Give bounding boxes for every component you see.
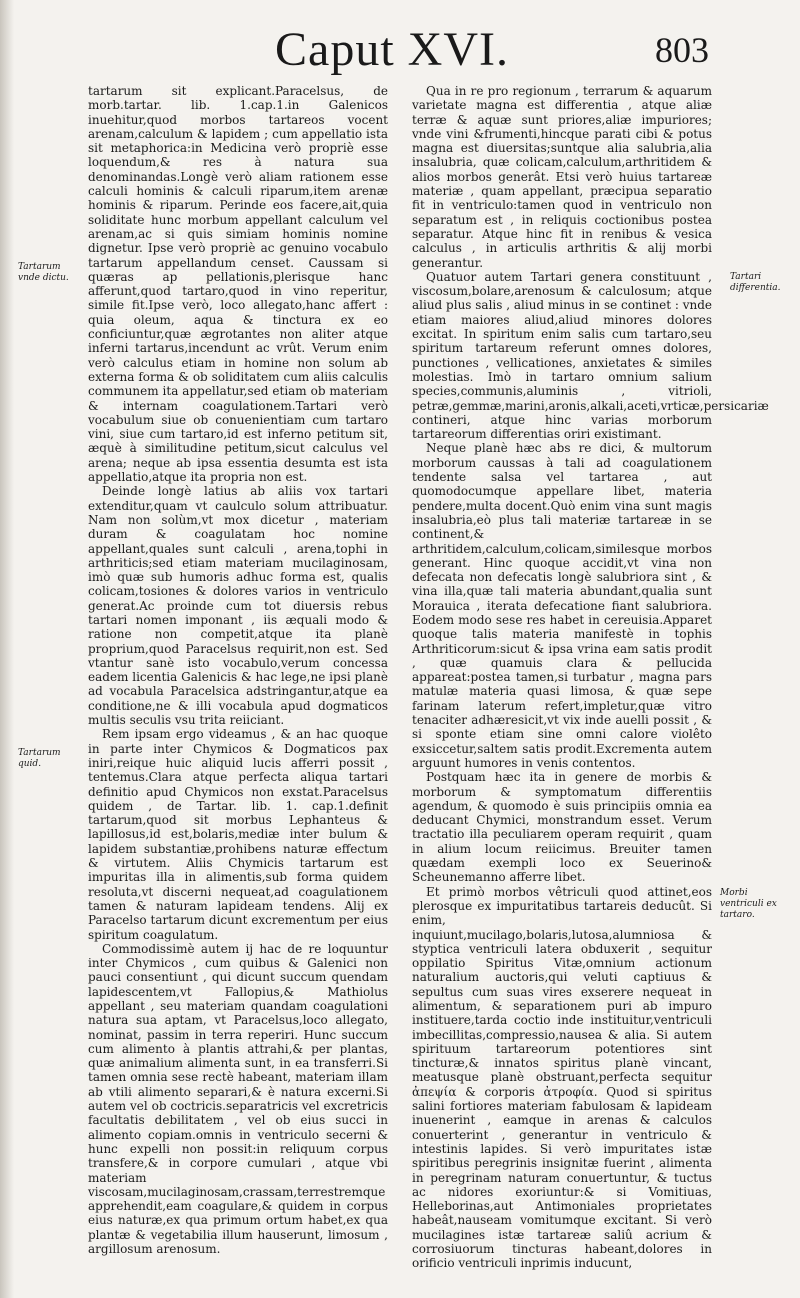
paragraph: Deinde longè latius ab aliis vox tartari extenditur,quam vt caulculo solum attribuatur. Nam non solùm,vt mox dicetur , materiam duram & coagulatam hoc nomine appellant,quales sunt calculi , arena,tophi in arthriticis;sed etiam materiam mucilaginosam, imò quæ sub humoris adhuc forma est, qualis colicam,tosiones & dolores varios in ventriculo generat.Ac proinde cum tot diuersis rebus tartari nomen imponant , iis æquali modo & ratione non competit,atque ita planè proprium,quod Paracelsus requirit,non est. Sed vtantur sanè isto vocabulo,verum concessa eadem licentia Galenicis & hac lege,ne ipsi planè ad vocabula Paracelsica adstringantur,atque ea conditione,ne & illi vocabula apud dogmaticos multis seculis vsu trita reiiciant. xyxy=(88,484,388,728)
page-number: 803 xyxy=(655,30,709,70)
margin-note-tartarum-quid: Tartarum quid. xyxy=(18,748,61,769)
paragraph: Rem ipsam ergo videamus , & an hac quoque in parte inter Chymicos & Dogmaticos pax iniri,reique huic aliquid lucis afferri possit , tentemus.Clara atque perfecta aliqua tartari definitio apud Chymicos non exstat.Paracelsus quidem , de Tartar. lib. 1. cap.1.definit tartarum,quod sit morbus Lephanteus & lapillosus,id est,bolaris,mediæ inter bulum & lapidem substantiæ,prohibens naturæ effectum & virtutem. Aliis Chymicis tartarum est impuritas illa in alimentis,sub forma quidem resoluta,vt discerni nequeat,ad coagulationem tamen & naturam lapideam tendens. Alij ex Paracelso tartarum dicunt excrementum per eius spiritum coagulatum. xyxy=(88,727,388,942)
paragraph: Et primò morbos vêtriculi quod attinet,eos plerosque ex impuritatibus tartareis deducût. Si enim, inquiunt,mucilago,bolaris,lutosa,alumniosa & styptica ventriculi latera obduxerit , sequitur oppilatio Spiritus Vitæ,omnium actionum naturalium auctoris,qui veluti captiuus & sepultus cum suas vires exserere nequeat in alimentum, & separationem puri ab impuro instituere,tarda coctio inde instituitur,ventriculi imbecillitas,compressio,nausea & alia. Si autem spirituum tartareorum potentiores sint tincturæ,& innatos spiritus planè vincant, meatusque planè obstruant,perfecta sequitur ἀπεψία & corporis ἀτροφία. Quod si spiritus salini fortiores materiam fabulosam & lapideam inuenerint , eamque in arenas & calculos conuerterint , generantur in ventriculo & intestinis lapides. Si verò impuritates istæ spiritibus peregrinis insignitæ fuerint , alimenta in peregrinam naturam conuertuntur, & tuctus ac nidores exoriuntur:& si Vomitiuas, Helleborinas,aut Antimoniales proprietates habeât,nauseam vomitumque excitant. Si verò mucilagines istæ tartareæ saliû acrium & corrosiuorum tincturas habeant,dolores in orificio ventriculi inprimis inducunt, xyxy=(412,884,712,1271)
paragraph: Commodissimè autem ij hac de re loquuntur inter Chymicos , cum quibus & Galenici non pauci consentiunt , qui dicunt succum quendam lapidescentem,vt Fallopius,& Mathiolus appellant , seu materiam quandam coagulationi natura sua aptam, vt Paracelsus,loco allegato, nominat, passim in terra reperiri. Hunc succum cum alimento à plantis attrahi,& per plantas, quæ animalium alimenta sunt, in ea transferri.Si tamen omnia sese rectè habeant, materiam illam ab vtili alimento separari,& è natura excerni.Si autem vel ob coctricis.separatricis vel excretricis facultatis debilitatem , vel ob eius succi in alimento copiam.omnis in ventriculo secerni & hunc expelli non possit:in reliquum corpus transfere,& in corpore cumulari , atque vbi materiam viscosam,mucilaginosam,crassam,terrestremque apprehendit,eam coagulare,& quidem in corpus eius naturæ,ex qua primum ortum habet,ex qua plantæ & vegetabilia illum hauserunt, limosum , argillosum arenosum. xyxy=(88,941,388,1257)
left-column xyxy=(88,84,388,1256)
margin-note-tartarum-unde: Tartarum vnde dictu. xyxy=(18,262,69,283)
paragraph: Quatuor autem Tartari genera constituunt , viscosum,bolare,arenosum & calculosum; atque aliud plus salis , aliud minus in se continet : vnde etiam maiores aliud,aliud minores dolores excitat. In spiritum enim salis cum tartaro,seu spiritum tartareum referunt omnes dolores, punctiones , vellicationes, anxietates & similes molestias. Imò in tartaro omnium salium species,communis,aluminis , vitrioli, petræ,gemmæ,marini,aronis,alkali,aceti,vrticæ,persicariæ contineri, atque hinc varias morborum tartareorum differentias oriri existimant. xyxy=(412,269,769,442)
paragraph: tartarum sit explicant.Paracelsus, de morb.tartar. lib. 1.cap.1.in Galenicos inuehitur,quod morbos tartareos vocent arenam,calculum & lapidem ; cum appellatio ista sit metaphorica:in Medicina verò propriè esse loquendum,& res à natura sua denominandas.Longè verò aliam rationem esse calculi hominis & calculi riparum,item arenæ hominis & riparum. Perinde eos facere,ait,quia soliditate hunc morbum appellant calculum vel arenam,ac si quis simiam hominis nomine dignetur. Ipse verò propriè ac genuino vocabulo tartarum appellandum censet. Caussam si quæras ap pellationis,plerisque hanc afferunt,quod tartaro,quod in vino reperitur, simile fit.Ipse verò, loco allegato,hanc affert : quia oleum, aqua & tinctura ex eo conficiuntur,quæ ægrotantes non aliter atque inferni tartarus,incendunt ac vrût. Verum enim verò calculus etiam in homine non solum ab externa forma & ob soliditatem cum aliis calculis communem ita appellatur,sed etiam ob materiam & internam coagulationem.Tartari verò vocabulum siue ob conuenientiam cum tartaro vini, siue cum tartaro,id est inferno petitum sit, æquè à similitudine petitum,sicut calculus vel arena; neque ab ipsa essentia desumta est ista appellatio,atque ita propria non est. xyxy=(88,84,388,485)
page-header xyxy=(0,20,800,80)
page-edge-shadow xyxy=(0,0,14,1298)
paragraph: Neque planè hæc abs re dici, & multorum morborum caussas à tali ad coagulationem tendente salsa vel tartarea , aut quomodocumque appellare libet, materia pendere,multa docent.Quò enim vina sunt magis insalubria,eò plus tali materiæ tartareæ in se continent,& arthritidem,calculum,colicam,similesque morbos generant. Hinc quoque accidit,vt vina non defecata non defecatis longè salubriora sint , & vina illa,quæ tali materia abundant,qualia sunt Morauica , iterata defecatione fiant salubriora. Eodem modo sese res habet in cereuisia.Apparet quoque talis materia manifestè in tophis Arthriticorum:sicut & ipsa vrina eam satis prodit , quæ quamuis clara & pellucida appareat:postea tamen,si turbatur , magna pars matulæ materia quasi limosa, & quæ sepe farinam laterum refert,impletur,quæ vitro tenaciter adhæresicit,vt vix inde auelli possit , & si sponte etiam sine omni calore violêto exsiccetur,saltem satis prodit.Excrementa autem arguunt humores in venis contentos. xyxy=(412,441,712,770)
margin-note-morbi-ventriculi: Morbi ventriculi ex tartaro. xyxy=(720,888,777,920)
paragraph: Qua in re pro regionum , terrarum & aquarum varietate magna est differentia , atque aliæ terræ & aquæ sunt priores,aliæ impuriores; vnde vini &frumenti,hincque parati cibi & potus magna est diuersitas;suntque alia salubria,alia insalubria, quæ colicam,calculum,arthritidem & alios morbos generât. Etsi verò huius tartareæ materiæ , quam appellant, præcipua separatio fit in ventriculo:tamen quod in ventriculo non separatum est , in reliquis coctionibus postea separatur. Atque hinc fit in renibus & vesica calculus , in articulis arthritis & alij morbi generantur. xyxy=(412,84,712,270)
margin-note-tartari-differentia: Tartari differentia. xyxy=(730,272,781,293)
paragraph: Postquam hæc ita in genere de morbis & morborum & symptomatum differentiis agendum, & quomodo è suis principiis omnia ea deducant Chymici, monstrandum esset. Verum tractatio illa peculiarem operam requirit , quam in alium locum reiicimus. Breuiter tamen quædam exempli loco ex Seuerino& Scheunemanno afferre libet. xyxy=(412,770,712,885)
chapter-title: Caput XVI. xyxy=(275,23,509,76)
